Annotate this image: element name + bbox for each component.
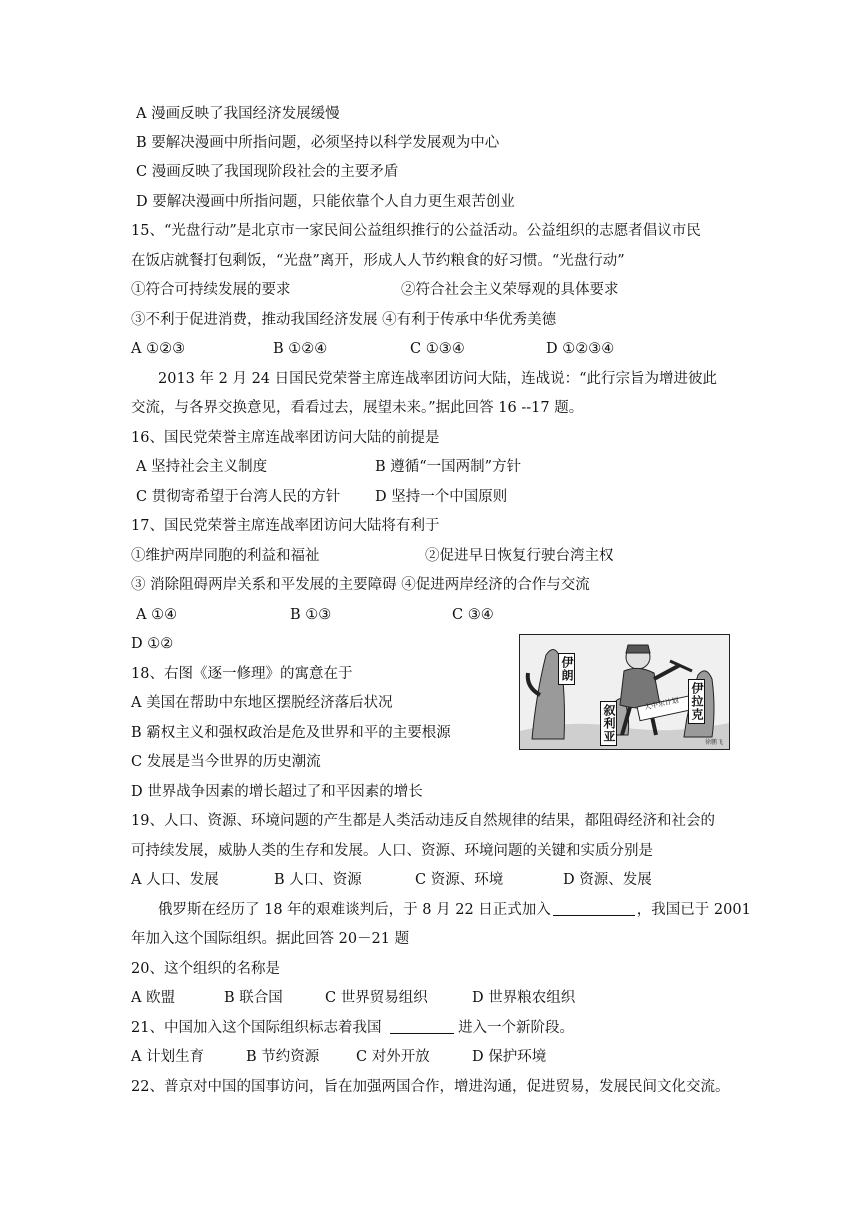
q15-choice-a: A ①②③ xyxy=(131,341,186,357)
q17-choice-a: A ①④ xyxy=(136,607,178,623)
q18-option-d: D 世界战争因素的增长超过了和平因素的增长 xyxy=(131,784,423,800)
passage-20-21-line1 xyxy=(158,900,751,920)
passage-20-21-text-a: 俄罗斯在经历了 18 年的艰难谈判后，于 8 月 22 日正式加入 xyxy=(158,902,551,918)
label-iraq: 伊拉克 xyxy=(688,679,705,724)
cartoon-credit: 徐鹏飞 xyxy=(704,739,723,746)
label-iran: 伊朗 xyxy=(558,653,575,685)
q14-option-b: B 要解决漫画中所指问题，必须坚持以科学发展观为中心 xyxy=(136,135,500,151)
q20-stem: 20、这个组织的名称是 xyxy=(131,961,280,977)
q15-statement-2: ②符合社会主义荣辱观的具体要求 xyxy=(401,282,619,298)
newspaper-text: 大中东计划 xyxy=(643,696,680,712)
q17-choice-c: C ③④ xyxy=(452,607,494,623)
q20-option-d: D 世界粮农组织 xyxy=(472,990,576,1006)
q22-stem: 22、普京对中国的国事访问，旨在加强两国合作，增进沟通，促进贸易，发展民间文化交流。 xyxy=(131,1079,730,1095)
q15-stem-line1: 15、“光盘行动”是北京市一家民间公益组织推行的公益活动。公益组织的志愿者倡议市民 xyxy=(131,223,701,239)
passage-16-17-line1: 2013 年 2 月 24 日国民党荣誉主席连战率团访问大陆，连战说：“此行宗旨为增进彼此 xyxy=(158,371,718,387)
q19-option-d: D 资源、发展 xyxy=(563,872,652,888)
q18-option-a: A 美国在帮助中东地区摆脱经济落后状况 xyxy=(131,695,393,711)
q14-option-a: A 漫画反映了我国经济发展缓慢 xyxy=(136,106,340,122)
q20-option-b: B 联合国 xyxy=(224,990,283,1006)
q16-option-d: D 坚持一个中国原则 xyxy=(375,489,508,505)
q15-choice-b: B ①②④ xyxy=(273,341,328,357)
q14-option-c: C 漫画反映了我国现阶段社会的主要矛盾 xyxy=(136,164,399,180)
q19-option-a: A 人口、发展 xyxy=(131,872,219,888)
q21-stem xyxy=(131,1018,574,1038)
q20-option-c: C 世界贸易组织 xyxy=(325,990,428,1006)
q17-choice-b: B ①③ xyxy=(290,607,332,623)
q15-stem-line2: 在饭店就餐打包剩饭，“光盘”离开，形成人人节约粮食的好习惯。“光盘行动” xyxy=(131,253,625,269)
q21-option-c: C 对外开放 xyxy=(356,1049,430,1065)
q19-stem-line2: 可持续发展，威胁人类的生存和发展。人口、资源、环境问题的关键和实质分别是 xyxy=(131,843,653,859)
q19-stem-line1: 19、人口、资源、环境问题的产生都是人类活动违反自然规律的结果，都阻碍经济和社会的 xyxy=(131,813,715,829)
q19-option-b: B 人口、资源 xyxy=(274,872,362,888)
passage-16-17-line2: 交流，与各界交换意见，看看过去，展望未来。”据此回答 16 --17 题。 xyxy=(131,400,584,416)
q16-option-c: C 贯彻寄希望于台湾人民的方针 xyxy=(136,489,341,505)
q15-choice-d: D ①②③④ xyxy=(546,341,615,357)
q21-option-b: B 节约资源 xyxy=(246,1049,320,1065)
passage-20-21-text-b: ，我国已于 2001 xyxy=(636,902,751,918)
q15-choice-c: C ①③④ xyxy=(410,341,465,357)
q21-fill-blank xyxy=(390,1019,454,1034)
q16-option-b: B 遵循“一国两制”方针 xyxy=(375,459,522,475)
q16-stem: 16、国民党荣誉主席连战率团访问大陆的前提是 xyxy=(131,430,440,446)
q17-choice-d: D ①② xyxy=(131,636,174,652)
q15-statement-3-4: ③不利于促进消费，推动我国经济发展 ④有利于传承中华优秀美德 xyxy=(131,312,557,328)
cartoon-image xyxy=(519,634,730,750)
q16-option-a: A 坚持社会主义制度 xyxy=(136,459,268,475)
fill-blank xyxy=(553,901,635,916)
q17-stem: 17、国民党荣誉主席连战率团访问大陆将有利于 xyxy=(131,518,440,534)
q14-option-d: D 要解决漫画中所指问题，只能依靠个人自力更生艰苦创业 xyxy=(136,194,515,210)
label-syria: 叙利亚 xyxy=(600,701,617,746)
q18-option-c: C 发展是当今世界的历史潮流 xyxy=(131,754,321,770)
q18-option-b: B 霸权主义和强权政治是危及世界和平的主要根源 xyxy=(131,725,451,741)
q21-stem-text-a: 21、中国加入这个国际组织标志着我国 xyxy=(131,1020,387,1036)
q21-option-d: D 保护环境 xyxy=(472,1049,547,1065)
q18-stem: 18、右图《逐一修理》的寓意在于 xyxy=(131,666,353,682)
q21-stem-text-b: 进入一个新阶段。 xyxy=(458,1020,575,1036)
passage-20-21-line2: 年加入这个国际组织。据此回答 20－21 题 xyxy=(131,931,410,947)
q15-statement-1: ①符合可持续发展的要求 xyxy=(131,282,291,298)
q21-option-a: A 计划生育 xyxy=(131,1049,205,1065)
q20-option-a: A 欧盟 xyxy=(131,990,176,1006)
q17-statement-1: ①维护两岸同胞的利益和福祉 xyxy=(131,548,320,564)
q17-statement-3-4: ③ 消除阻碍两岸关系和平发展的主要障碍 ④促进两岸经济的合作与交流 xyxy=(131,577,590,593)
q17-statement-2: ②促进早日恢复行驶台湾主权 xyxy=(425,548,614,564)
q19-option-c: C 资源、环境 xyxy=(415,872,504,888)
